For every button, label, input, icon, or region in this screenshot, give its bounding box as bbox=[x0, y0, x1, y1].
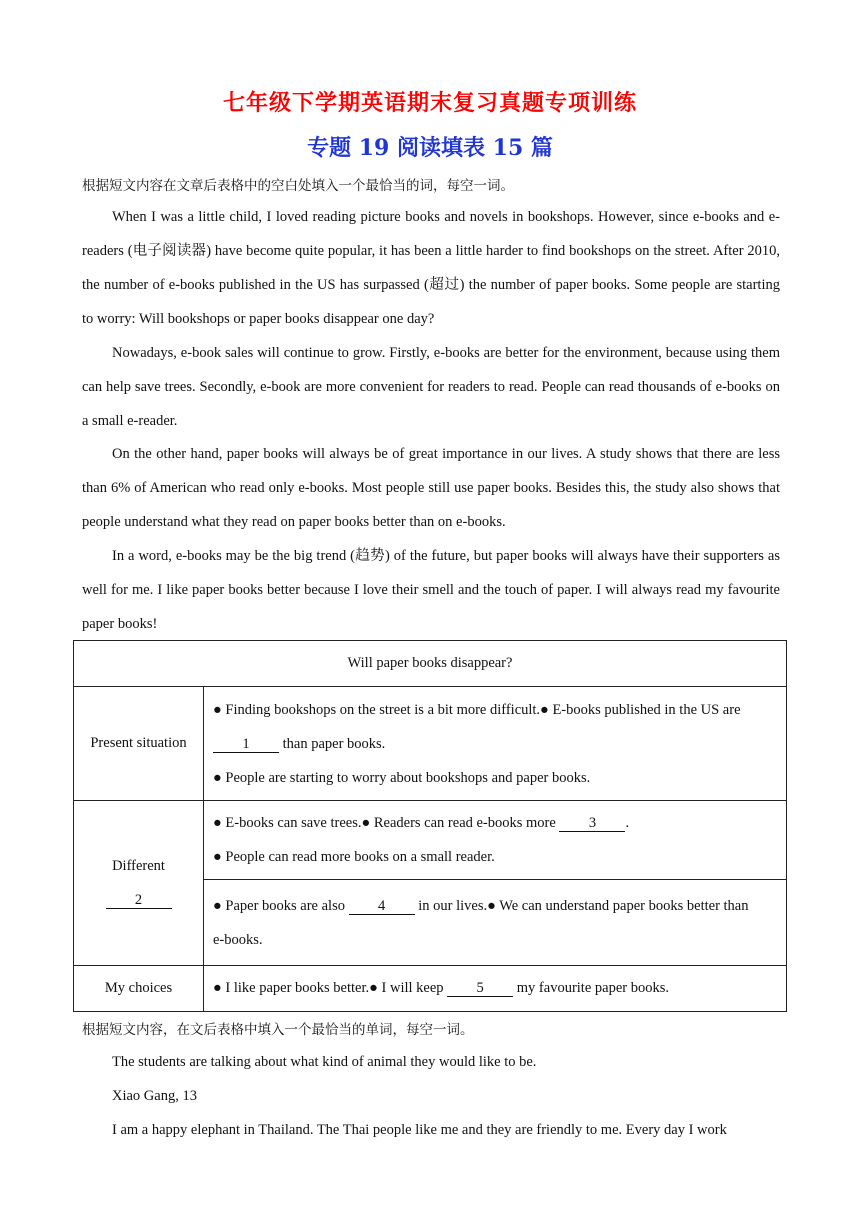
ebooks-line-1-end: . bbox=[625, 815, 630, 831]
passage1-paragraph-3: On the other hand, paper books will always be of great importance in our lives. A study shows that there are less than 6% of American who read only e-books. Most people still use paper books. Besides this, the study also shows that people understand what they read on paper books better than on e-books. bbox=[82, 446, 780, 530]
blank-2: 2 bbox=[106, 892, 172, 909]
different-label-text: Different bbox=[112, 858, 165, 874]
different-label-blank bbox=[83, 883, 194, 917]
paper-books-cell bbox=[204, 880, 787, 966]
paper-line-2: e-books. bbox=[213, 931, 263, 948]
present-line-2-text: than paper books. bbox=[279, 735, 386, 752]
ebooks-cell bbox=[204, 801, 787, 880]
blank-3: 3 bbox=[559, 815, 625, 832]
present-situation-cell bbox=[204, 687, 787, 801]
paper-line-1-end: in our lives.● We can understand paper books better than bbox=[414, 897, 749, 914]
paper-line-1-text: ● Paper books are also bbox=[213, 897, 349, 914]
ebooks-line-1-text: ● E-books can save trees.● Readers can read e-books more bbox=[213, 815, 560, 831]
passage1-paragraph-4: In a word, e-books may be the big trend (趋势) of the future, but paper books will always have their supporters as well for me. I like paper books better because I love their smell and the touch of paper. I will always read my favourite paper books! bbox=[82, 548, 780, 632]
present-line-3: ● People are starting to worry about bookshops and paper books. bbox=[213, 769, 591, 786]
passage2-intro: The students are talking about what kind of animal they would like to be. bbox=[112, 1054, 537, 1070]
passage2-instruction: 根据短文内容，在文后表格中填入一个最恰当的单词，每空一词。 bbox=[82, 1022, 474, 1038]
passage2-line-1: I am a happy elephant in Thailand. The Thai people like me and they are friendly to me. Every day I work bbox=[112, 1122, 727, 1138]
paper-line-1 bbox=[213, 889, 777, 923]
summary-table bbox=[73, 640, 787, 1012]
blank-5: 5 bbox=[447, 980, 513, 997]
ebooks-line-1 bbox=[213, 806, 777, 840]
choices-cell bbox=[204, 966, 787, 1012]
present-line-2 bbox=[213, 727, 777, 761]
table-heading: Will paper books disappear? bbox=[74, 641, 787, 687]
blank-4: 4 bbox=[349, 898, 415, 915]
passage2-speaker: Xiao Gang, 13 bbox=[112, 1088, 197, 1104]
document-subtitle: 专题 19 阅读填表 15 篇 bbox=[307, 135, 553, 161]
document-title: 七年级下学期英语期末复习真题专项训练 bbox=[222, 90, 637, 116]
choices-text: ● I like paper books better.● I will keep bbox=[213, 980, 448, 996]
choices-text-end: my favourite paper books. bbox=[513, 980, 669, 996]
blank-1: 1 bbox=[213, 736, 279, 753]
passage1-instruction: 根据短文内容在文章后表格中的空白处填入一个最恰当的词，每空一词。 bbox=[82, 178, 514, 194]
passage1-paragraph-2: Nowadays, e-book sales will continue to grow. Firstly, e-books are better for the environment, because using them can help save trees. Secondly, e-book are more convenient for readers to read. People can read thousands of e-books on a small e-reader. bbox=[82, 345, 780, 429]
passage1-paragraph-1: When I was a little child, I loved reading picture books and novels in bookshops. However, since e-books and e-readers (电子阅读器) have become quite popular, it has been a little harder to find bookshops on the street. After 2010, the number of e-books published in the US has surpassed (超过) the number of paper books. Some people are starting to worry: Will bookshops or paper books disappear one day? bbox=[82, 209, 780, 327]
row-label-different bbox=[74, 801, 204, 966]
row-label-present: Present situation bbox=[74, 687, 204, 801]
ebooks-line-2: ● People can read more books on a small reader. bbox=[213, 849, 495, 865]
row-label-choices: My choices bbox=[74, 966, 204, 1012]
present-line-1: ● Finding bookshops on the street is a bit more difficult.● E-books published in the US are bbox=[213, 701, 741, 718]
